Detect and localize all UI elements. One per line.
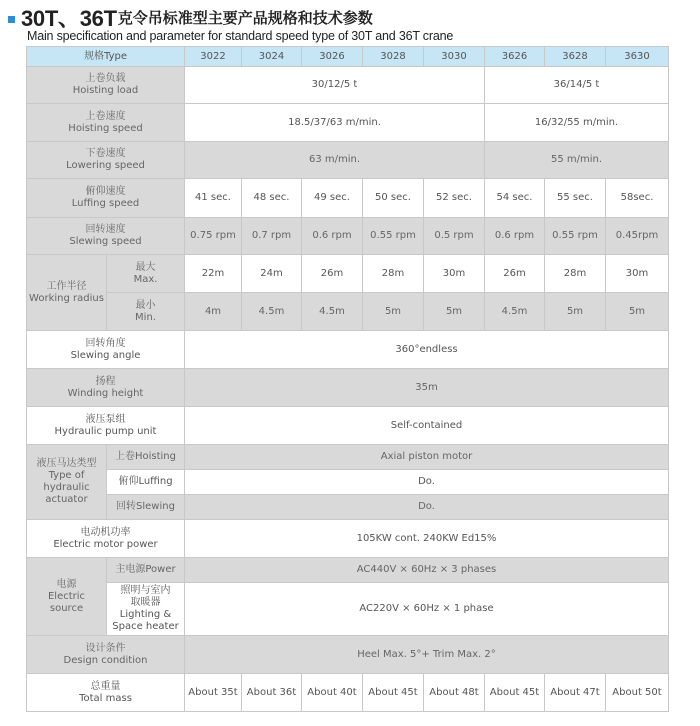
radius-max-cell: 30m xyxy=(606,255,669,293)
radius-min-cell: 4m xyxy=(185,293,242,331)
model-3024: 3024 xyxy=(242,47,302,67)
radius-min-cell: 4.5m xyxy=(242,293,302,331)
spec-table xyxy=(26,46,669,712)
pump-unit-value: Self-contained xyxy=(185,407,669,445)
table-row xyxy=(27,407,669,445)
model-3030: 3030 xyxy=(424,47,485,67)
luffing-speed-cell: 49 sec. xyxy=(302,179,363,218)
luffing-speed-cell: 55 sec. xyxy=(545,179,606,218)
table-row xyxy=(27,104,669,142)
radius-min-cell: 5m xyxy=(545,293,606,331)
table-row xyxy=(27,331,669,369)
slewing-speed-cell: 0.6 rpm xyxy=(302,218,363,255)
motor-slewing-value: Do. xyxy=(185,495,669,520)
total-mass-cell: About 40t xyxy=(302,674,363,712)
slewing-speed-cell: 0.55 rpm xyxy=(363,218,424,255)
table-row xyxy=(27,142,669,179)
slewing-speed-cell: 0.7 rpm xyxy=(242,218,302,255)
title-bullet-icon xyxy=(8,16,15,23)
motor-power-value: 105KW cont. 240KW Ed15% xyxy=(185,520,669,558)
luffing-speed-cell: 41 sec. xyxy=(185,179,242,218)
total-mass-cell: About 35t xyxy=(185,674,242,712)
table-row xyxy=(27,369,669,407)
slewing-speed-cell: 0.6 rpm xyxy=(485,218,545,255)
radius-max-cell: 28m xyxy=(545,255,606,293)
total-mass-cell: About 47t xyxy=(545,674,606,712)
slewing-speed-label: 回转速度 Slewing speed xyxy=(27,218,185,255)
pump-unit-label: 液压泵组 Hydraulic pump unit xyxy=(27,407,185,445)
design-condition-value: Heel Max. 5°+ Trim Max. 2° xyxy=(185,636,669,674)
total-mass-cell: About 48t xyxy=(424,674,485,712)
radius-max-cell: 30m xyxy=(424,255,485,293)
table-row xyxy=(27,674,669,712)
radius-min-cell: 5m xyxy=(606,293,669,331)
power-source-label: 电源 Electric source xyxy=(27,558,107,636)
total-mass-cell: About 45t xyxy=(363,674,424,712)
main-power-label: 主电源Power xyxy=(107,558,185,583)
lighting-label: 照明与室内 取暖器 Lighting & Space heater xyxy=(107,583,185,636)
winding-height-value: 35m xyxy=(185,369,669,407)
page-title xyxy=(8,4,373,30)
radius-max-cell: 22m xyxy=(185,255,242,293)
table-row xyxy=(27,470,669,495)
slewing-angle-label: 回转角度 Slewing angle xyxy=(27,331,185,369)
lowering-speed-label: 下卷速度 Lowering speed xyxy=(27,142,185,179)
main-power-value: AC440V × 60Hz × 3 phases xyxy=(185,558,669,583)
radius-max-cell: 24m xyxy=(242,255,302,293)
total-mass-cell: About 45t xyxy=(485,674,545,712)
luffing-speed-cell: 54 sec. xyxy=(485,179,545,218)
motor-hoisting-label: 上卷Hoisting xyxy=(107,445,185,470)
hoisting-speed-36t: 16/32/55 m/min. xyxy=(485,104,669,142)
motor-slewing-label: 回转Slewing xyxy=(107,495,185,520)
radius-max-cell: 26m xyxy=(302,255,363,293)
page-subtitle: Main specification and parameter for standard speed type of 30T and 36T crane xyxy=(27,29,454,43)
table-row xyxy=(27,445,669,470)
hoisting-load-36t: 36/14/5 t xyxy=(485,67,669,104)
radius-min-cell: 4.5m xyxy=(302,293,363,331)
hoisting-load-30t: 30/12/5 t xyxy=(185,67,485,104)
design-condition-label: 设计条件 Design condition xyxy=(27,636,185,674)
total-mass-cell: About 36t xyxy=(242,674,302,712)
slewing-speed-cell: 0.75 rpm xyxy=(185,218,242,255)
hoisting-speed-label: 上卷速度 Hoisting speed xyxy=(27,104,185,142)
title-main: 30T、36T xyxy=(21,5,117,31)
motor-luffing-value: Do. xyxy=(185,470,669,495)
model-3028: 3028 xyxy=(363,47,424,67)
title-suffix: 克令吊标准型主要产品规格和技术参数 xyxy=(117,8,373,27)
table-row xyxy=(27,293,669,331)
motor-type-label: 液压马达类型 Type of hydraulic actuator xyxy=(27,445,107,520)
table-row xyxy=(27,636,669,674)
slewing-angle-value: 360°endless xyxy=(185,331,669,369)
model-3626: 3626 xyxy=(485,47,545,67)
working-radius-min-label: 最小 Min. xyxy=(107,293,185,331)
slewing-speed-cell: 0.45rpm xyxy=(606,218,669,255)
luffing-speed-cell: 48 sec. xyxy=(242,179,302,218)
total-mass-label: 总重量 Total mass xyxy=(27,674,185,712)
motor-hoisting-value: Axial piston motor xyxy=(185,445,669,470)
table-row xyxy=(27,179,669,218)
table-row xyxy=(27,583,669,636)
hoisting-load-label: 上卷负载 Hoisting load xyxy=(27,67,185,104)
motor-power-label: 电动机功率 Electric motor power xyxy=(27,520,185,558)
luffing-speed-cell: 50 sec. xyxy=(363,179,424,218)
hoisting-speed-30t: 18.5/37/63 m/min. xyxy=(185,104,485,142)
lowering-speed-30t: 63 m/min. xyxy=(185,142,485,179)
radius-max-cell: 26m xyxy=(485,255,545,293)
working-radius-max-label: 最大 Max. xyxy=(107,255,185,293)
table-row xyxy=(27,520,669,558)
lighting-value: AC220V × 60Hz × 1 phase xyxy=(185,583,669,636)
header-type-label: 规格Type xyxy=(27,47,185,67)
radius-max-cell: 28m xyxy=(363,255,424,293)
model-3026: 3026 xyxy=(302,47,363,67)
motor-luffing-label: 俯仰Luffing xyxy=(107,470,185,495)
header-row xyxy=(27,47,669,67)
winding-height-label: 扬程 Winding height xyxy=(27,369,185,407)
radius-min-cell: 5m xyxy=(363,293,424,331)
total-mass-cell: About 50t xyxy=(606,674,669,712)
slewing-speed-cell: 0.55 rpm xyxy=(545,218,606,255)
luffing-speed-cell: 58sec. xyxy=(606,179,669,218)
radius-min-cell: 4.5m xyxy=(485,293,545,331)
radius-min-cell: 5m xyxy=(424,293,485,331)
table-row xyxy=(27,495,669,520)
table-row xyxy=(27,255,669,293)
luffing-speed-label: 俯仰速度 Luffing speed xyxy=(27,179,185,218)
slewing-speed-cell: 0.5 rpm xyxy=(424,218,485,255)
luffing-speed-cell: 52 sec. xyxy=(424,179,485,218)
table-row xyxy=(27,218,669,255)
working-radius-label: 工作半径 Working radius xyxy=(27,255,107,331)
table-row xyxy=(27,558,669,583)
model-3022: 3022 xyxy=(185,47,242,67)
model-3628: 3628 xyxy=(545,47,606,67)
table-row xyxy=(27,67,669,104)
lowering-speed-36t: 55 m/min. xyxy=(485,142,669,179)
model-3630: 3630 xyxy=(606,47,669,67)
